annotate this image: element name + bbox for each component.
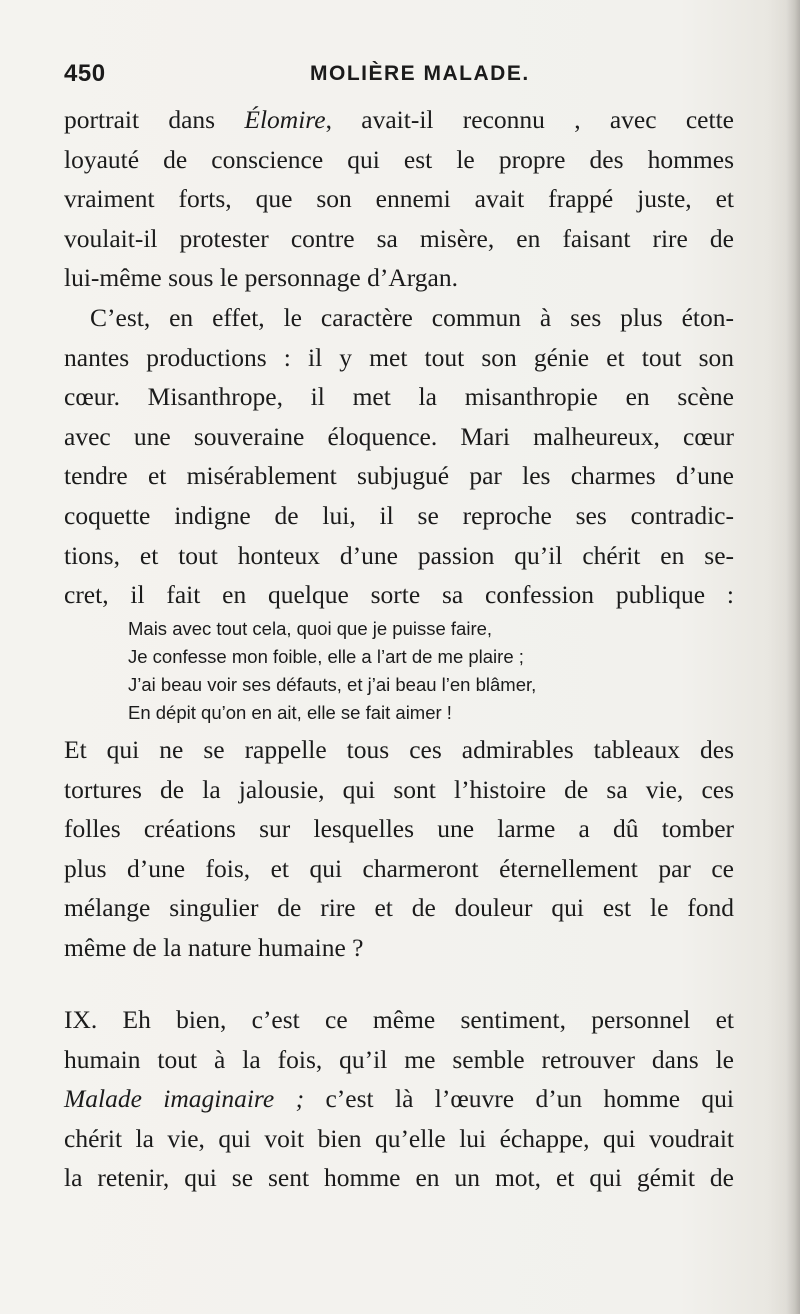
text-line: Malade imaginaire ; c’est là l’œuvre d’un homme qui (64, 1084, 735, 1114)
text-line: C’est, en effet, le caractère commun à ses plus éton- (90, 303, 734, 332)
text-line: coquette indigne de lui, il se reproche ses contradic- (64, 500, 734, 530)
page-header (64, 60, 732, 92)
verse-line: Je confesse mon foible, elle a l’art de me plaire ; (128, 646, 524, 667)
verse-line: En dépit qu’on en ait, elle se fait aimer ! (128, 702, 452, 723)
paragraph-3 (64, 730, 734, 968)
verse-line: Mais avec tout cela, quoi que je puisse faire, (128, 618, 493, 639)
text-line: humain tout à la fois, qu’il me semble retrouver dans le (64, 1044, 734, 1074)
text-line: plus d’une fois, et qui charmeront éternellement par ce (64, 853, 734, 883)
text-line: tortures de la jalousie, qui sont l’histoire de sa vie, ces (64, 774, 734, 804)
text-line: nantes productions : il y met tout son génie et tout son (64, 342, 734, 372)
text-line: avec une souveraine éloquence. Mari malheureux, cœur (64, 421, 734, 451)
text-line: lui-même sous le personnage d’Argan. (64, 263, 458, 293)
text-line: tendre et misérablement subjugué par les charmes d’une (64, 461, 734, 491)
text-line: cret, il fait en quelque sorte sa confession publique : (64, 580, 734, 610)
text-line: mélange singulier de rire et de douleur qui est le fond (64, 893, 734, 923)
page-edge-shadow (786, 0, 800, 1314)
paragraph-2 (64, 298, 734, 615)
paragraph-1 (64, 100, 734, 298)
text-line: loyauté de conscience qui est le propre des hommes (64, 144, 734, 174)
running-title: MOLIÈRE MALADE. (310, 62, 530, 85)
paragraph-4 (64, 1000, 734, 1198)
emphasis-title: Malade imaginaire ; (64, 1084, 305, 1114)
text-line: cœur. Misanthrope, il met la misanthropie en scène (64, 382, 734, 412)
text-line: portrait dans Élomire, avait-il reconnu , avec cette (64, 105, 734, 134)
text-line: vraiment forts, que son ennemi avait frappé juste, et (64, 184, 734, 214)
text-line: folles créations sur lesquelles une larme a dû tomber (64, 814, 734, 844)
text-line: tions, et tout honteux d’une passion qu’il chérit en se- (64, 540, 734, 570)
verse-quote (128, 615, 648, 727)
text-line: la retenir, qui se sent homme en un mot, et qui gémit de (64, 1163, 734, 1193)
emphasis-title: Élomire (244, 105, 326, 134)
text-line: Et qui ne se rappelle tous ces admirables tableaux des (64, 735, 734, 764)
text-line: IX. Eh bien, c’est ce même sentiment, personnel et (64, 1005, 734, 1034)
verse-line: J’ai beau voir ses défauts, et j’ai beau l’en blâmer, (128, 674, 537, 695)
text-line: chérit la vie, qui voit bien qu’elle lui échappe, qui voudrait (64, 1123, 734, 1153)
text-line: même de la nature humaine ? (64, 932, 364, 962)
page-number: 450 (64, 60, 106, 87)
text-line: voulait-il protester contre sa misère, en faisant rire de (64, 223, 734, 253)
